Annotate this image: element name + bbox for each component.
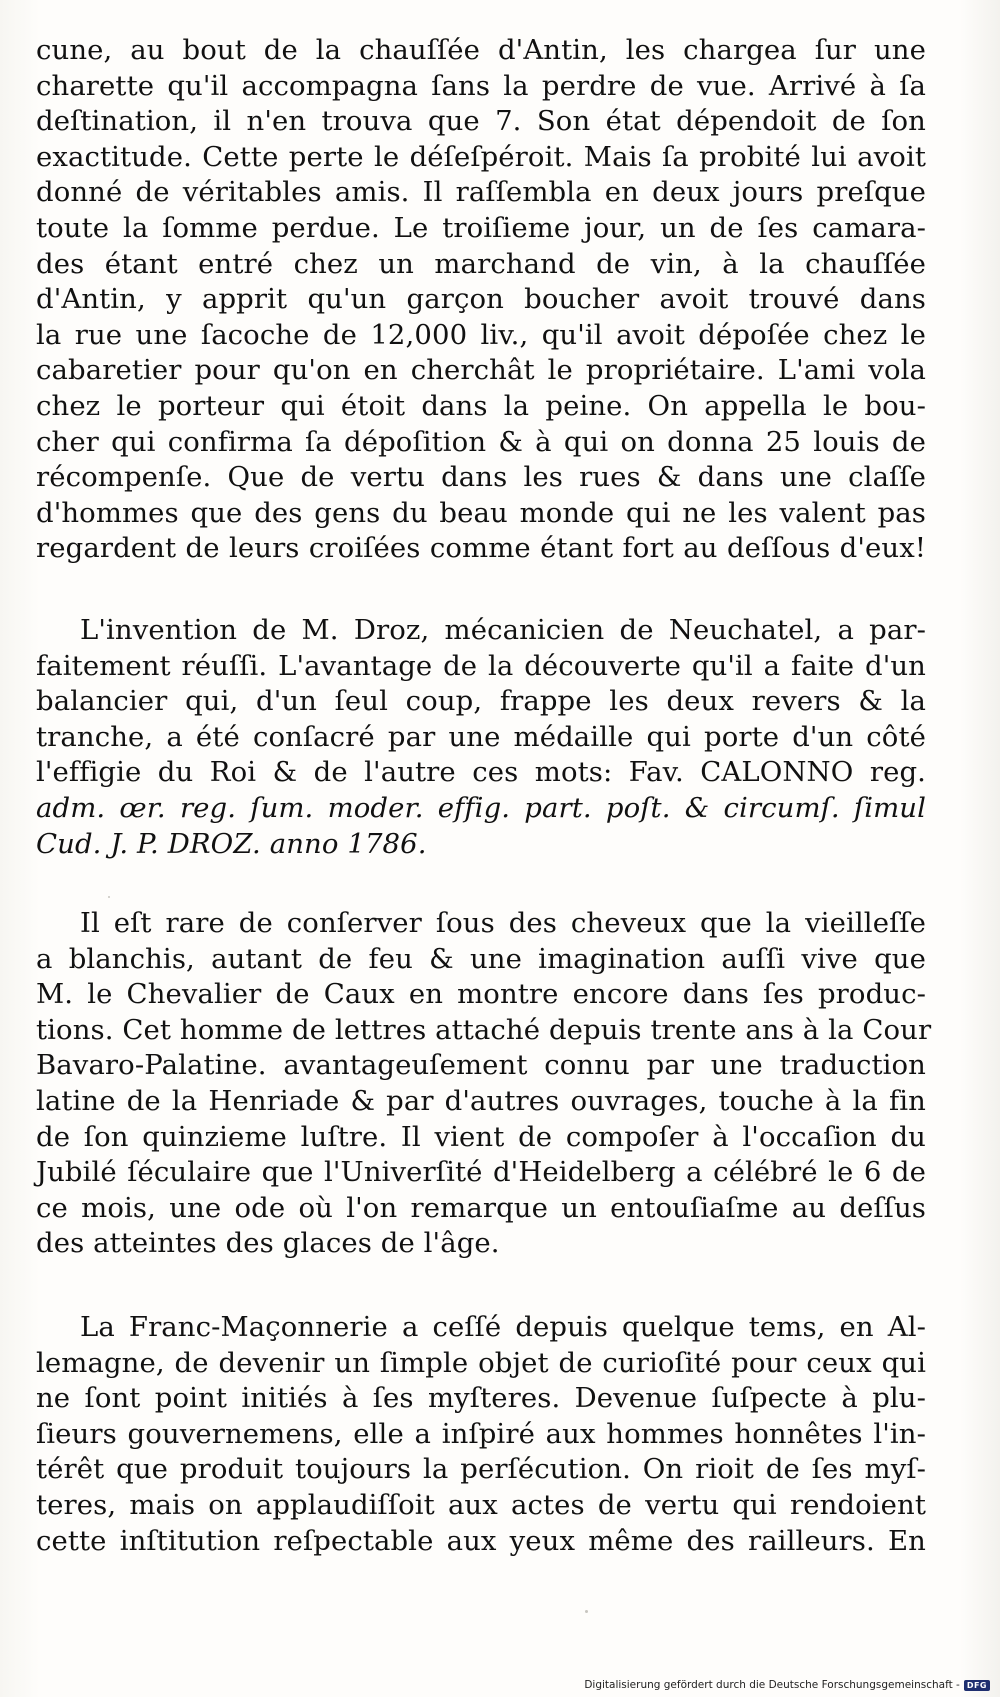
paper-speck [585, 1610, 588, 1613]
text-line: ne ſont point initiés à ſes myſteres. Devenue ſuſpecte à plu- [36, 1382, 926, 1415]
text-line: charette qu'il accompagna ſans la perdre de vue. Arrivé à ſa [36, 69, 926, 102]
paper-speck [108, 896, 110, 898]
text-line: tions. Cet homme de lettres attaché depuis trente ans à la Cour [36, 1013, 932, 1046]
text-line: tranche, a été conſacré par une médaille qui porte d'un côté [36, 720, 926, 753]
text-line: cette inſtitution reſpectable aux yeux même des railleurs. En [36, 1524, 926, 1557]
text-line: deſtination, il n'en trouva que 7. Son état dépendoit de ſon [36, 105, 926, 138]
text-line: donné de véritables amis. Il raſſembla en deux jours preſque [36, 176, 926, 209]
text-line: Bavaro-Palatine. avantageuſement connu par une traduction [36, 1049, 926, 1082]
text-line: des atteintes des glaces de l'âge. [36, 1227, 500, 1260]
text-line: d'Antin, y apprit qu'un garçon boucher avoit trouvé dans [36, 283, 926, 316]
text-line: térêt que produit toujours la perſécution. On rioit de ſes myſ- [36, 1453, 926, 1486]
digitization-footer [584, 1679, 990, 1691]
paragraph-droz [36, 613, 926, 862]
text-line: balancier qui, d'un ſeul coup, frappe les deux revers & la [36, 685, 926, 718]
text-line: ce mois, une ode où l'on remarque un entouſiaſme au deſſus [36, 1191, 926, 1224]
text-line: des étant entré chez un marchand de vin, à la chauſſée [36, 247, 926, 280]
text-line: teres, mais on applaudiſſoit aux actes de vertu qui rendoient [36, 1488, 926, 1521]
text-line: cher qui confirma ſa dépoſition & à qui on donna 25 louis de [36, 425, 926, 458]
text-line: adm. œr. reg. ſum. moder. effig. part. poſt. & circumſ. ſimul [36, 791, 926, 824]
paragraph-porter [36, 33, 926, 567]
text-line: la rue une ſacoche de 12,000 liv., qu'il avoit dépoſée chez le [36, 318, 926, 351]
dfg-logo: DFG [964, 1680, 990, 1691]
text-line: M. le Chevalier de Caux en montre encore dans ſes produc- [36, 978, 926, 1011]
text-line: toute la ſomme perdue. Le troiſieme jour, un de ſes camara- [36, 211, 926, 244]
text-line: Il eſt rare de conſerver ſous des cheveux que la vieilleſſe [80, 907, 926, 939]
text-line: lemagne, de devenir un ſimple objet de curioſité pour ceux qui [36, 1346, 926, 1379]
text-line: d'hommes que des gens du beau monde qui ne les valent pas [36, 496, 926, 529]
text-line: L'invention de M. Droz, mécanicien de Neuchatel, a par- [80, 614, 926, 646]
paragraph-caux [36, 906, 932, 1262]
text-line: La Franc-Maçonnerie a ceſſé depuis quelque tems, en Al- [80, 1311, 926, 1343]
paragraph-franc-maconnerie [36, 1310, 926, 1559]
text-line: a blanchis, autant de feu & une imagination auſſi vive que [36, 942, 926, 975]
text-line: récompenſe. Que de vertu dans les rues & dans une claſſe [36, 461, 926, 494]
text-line: l'effigie du Roi & de l'autre ces mots: Fav. CALONNO reg. [36, 756, 926, 789]
text-line: Jubilé ſéculaire que l'Univerſité d'Heidelberg a célébré le 6 de [36, 1156, 926, 1189]
text-line: regardent de leurs croiſées comme étant fort au deſſous d'eux! [36, 532, 926, 565]
text-line: de ſon quinzieme luſtre. Il vient de compoſer à l'occaſion du [36, 1120, 926, 1153]
text-line: cune, au bout de la chauſſée d'Antin, les chargea ſur une [36, 34, 926, 66]
text-line: faitement réuſſi. L'avantage de la découverte qu'il a faite d'un [36, 649, 926, 682]
text-line: Cud. J. P. DROZ. anno 1786. [36, 827, 427, 860]
footer-credit-text: Digitalisierung gefördert durch die Deutsche Forschungsgemeinschaft - [584, 1679, 960, 1691]
text-line: ſieurs gouvernemens, elle a inſpiré aux hommes honnêtes l'in- [36, 1417, 926, 1450]
text-line: exactitude. Cette perte le déſeſpéroit. Mais ſa probité lui avoit [36, 140, 926, 173]
text-line: chez le porteur qui étoit dans la peine. On appella le bou- [36, 389, 926, 422]
text-line: cabaretier pour qu'on en cherchât le propriétaire. L'ami vola [36, 354, 926, 387]
text-line: latine de la Henriade & par d'autres ouvrages, touche à la fin [36, 1084, 926, 1117]
